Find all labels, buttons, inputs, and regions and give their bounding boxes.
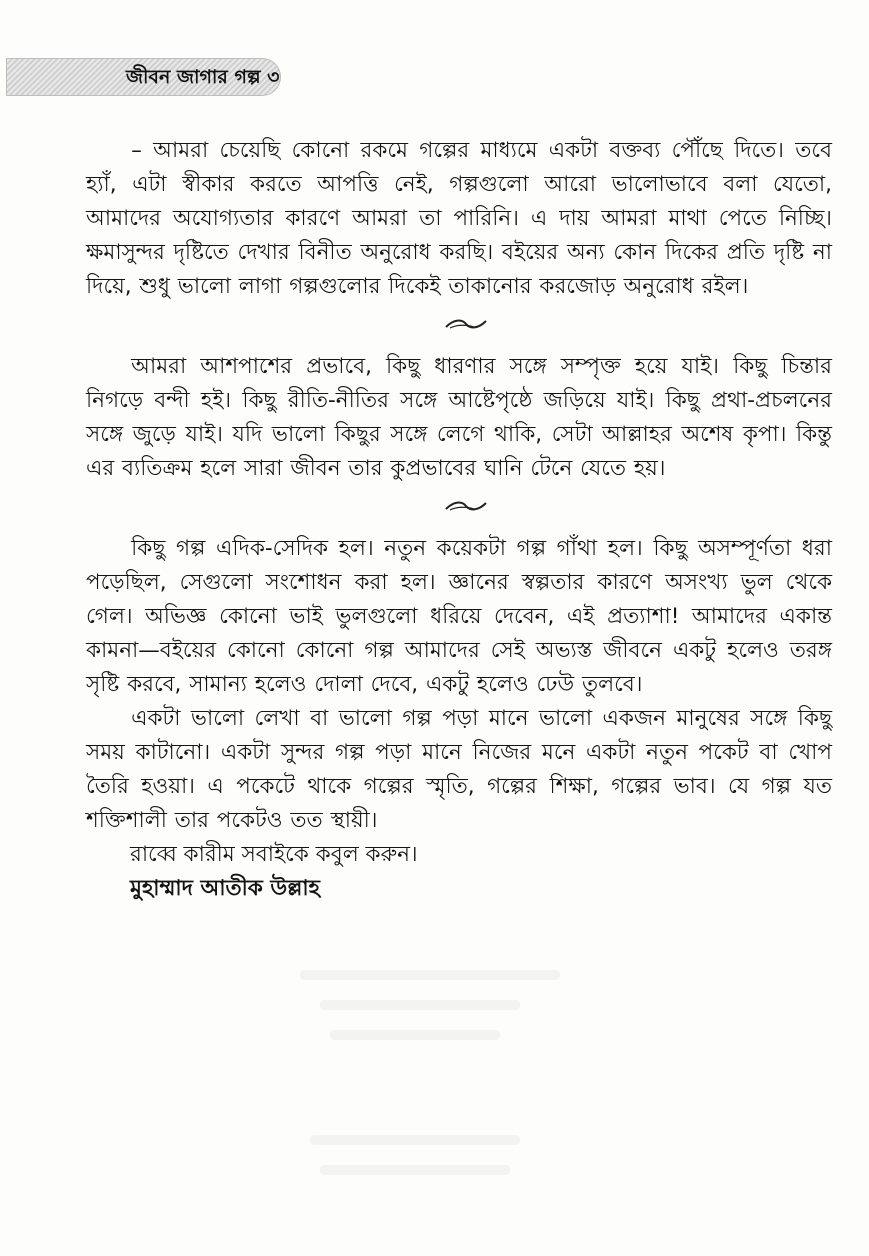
section-divider <box>86 304 832 350</box>
bleed-through-shadow <box>320 1165 510 1175</box>
page-body <box>86 134 832 906</box>
header-title: জীবন জাগার গল্প ৩ <box>126 66 280 88</box>
running-header <box>6 58 281 96</box>
paragraph: একটা ভালো লেখা বা ভালো গল্প পড়া মানে ভালো একজন মানুষের সঙ্গে কিছু সময় কাটানো। একটা সুন্দর গল্প পড়া মানে নিজের মনে একটা নতুন পকেট বা খোপ তৈরি হওয়া। এ পকেটে থাকে গল্পের স্মৃতি, গল্পের শিক্ষা, গল্পের ভাব। যে গল্প যত শক্তিশালী তার পকেটও তত স্থায়ী। <box>86 706 832 833</box>
author-signature: মুহাম্মাদ আতীক উল্লাহ <box>130 876 320 901</box>
paragraph: – আমরা চেয়েছি কোনো রকমে গল্পের মাধ্যমে একটা বক্তব্য পৌঁছে দিতে। তবে হ্যাঁ, এটা স্বীকার করতে আপত্তি নেই, গল্পগুলো আরো ভালোভাবে বলা যেতো, আমাদের অযোগ্যতার কারণে আমরা তা পারিনি। এ দায় আমরা মাথা পেতে নিচ্ছি। ক্ষমাসুন্দর দৃষ্টিতে দেখার বিনীত অনুরোধ করছি। বইয়ের অন্য কোন দিকের প্রতি দৃষ্টি না দিয়ে, শুধু ভালো লাগা গল্পগুলোর দিকেই তাকানোর করজোড় অনুরোধ রইল। <box>86 138 832 299</box>
flourish-divider-icon <box>444 317 488 331</box>
bleed-through-shadow <box>300 970 560 980</box>
bleed-through-shadow <box>330 1030 500 1040</box>
bleed-through-shadow <box>310 1135 520 1145</box>
section-divider <box>86 486 832 532</box>
closing-prayer: রাব্বে কারীম সবাইকে কবুল করুন। <box>130 842 418 867</box>
paragraph: আমরা আশপাশের প্রভাবে, কিছু ধারণার সঙ্গে সম্পৃক্ত হয়ে যাই। কিছু চিন্তার নিগড়ে বন্দী হই। কিছু রীতি-নীতির সঙ্গে আষ্টেপৃষ্ঠে জড়িয়ে যাই। কিছু প্রথা-প্রচলনের সঙ্গে জুড়ে যাই। যদি ভালো কিছুর সঙ্গে লেগে থাকি, সেটা আল্লাহর অশেষ কৃপা। কিন্তু এর ব্যতিক্রম হলে সারা জীবন তার কুপ্রভাবের ঘানি টেনে যেতে হয়। <box>86 354 832 481</box>
flourish-divider-icon <box>444 499 488 513</box>
bleed-through-shadow <box>320 1000 520 1010</box>
paragraph: কিছু গল্প এদিক-সেদিক হল। নতুন কয়েকটা গল্প গাঁথা হল। কিছু অসম্পূর্ণতা ধরা পড়েছিল, সেগুলো সংশোধন করা হল। জ্ঞানের স্বল্পতার কারণে অসংখ্য ভুল থেকে গেল। অভিজ্ঞ কোনো ভাই ভুলগুলো ধরিয়ে দেবেন, এই প্রত্যাশা! আমাদের একান্ত কামনা—বইয়ের কোনো কোনো গল্প আমাদের সেই অভ্যস্ত জীবনে একটু হলেও তরঙ্গ সৃষ্টি করবে, সামান্য হলেও দোলা দেবে, একটু হলেও ঢেউ তুলবে। <box>86 536 832 697</box>
